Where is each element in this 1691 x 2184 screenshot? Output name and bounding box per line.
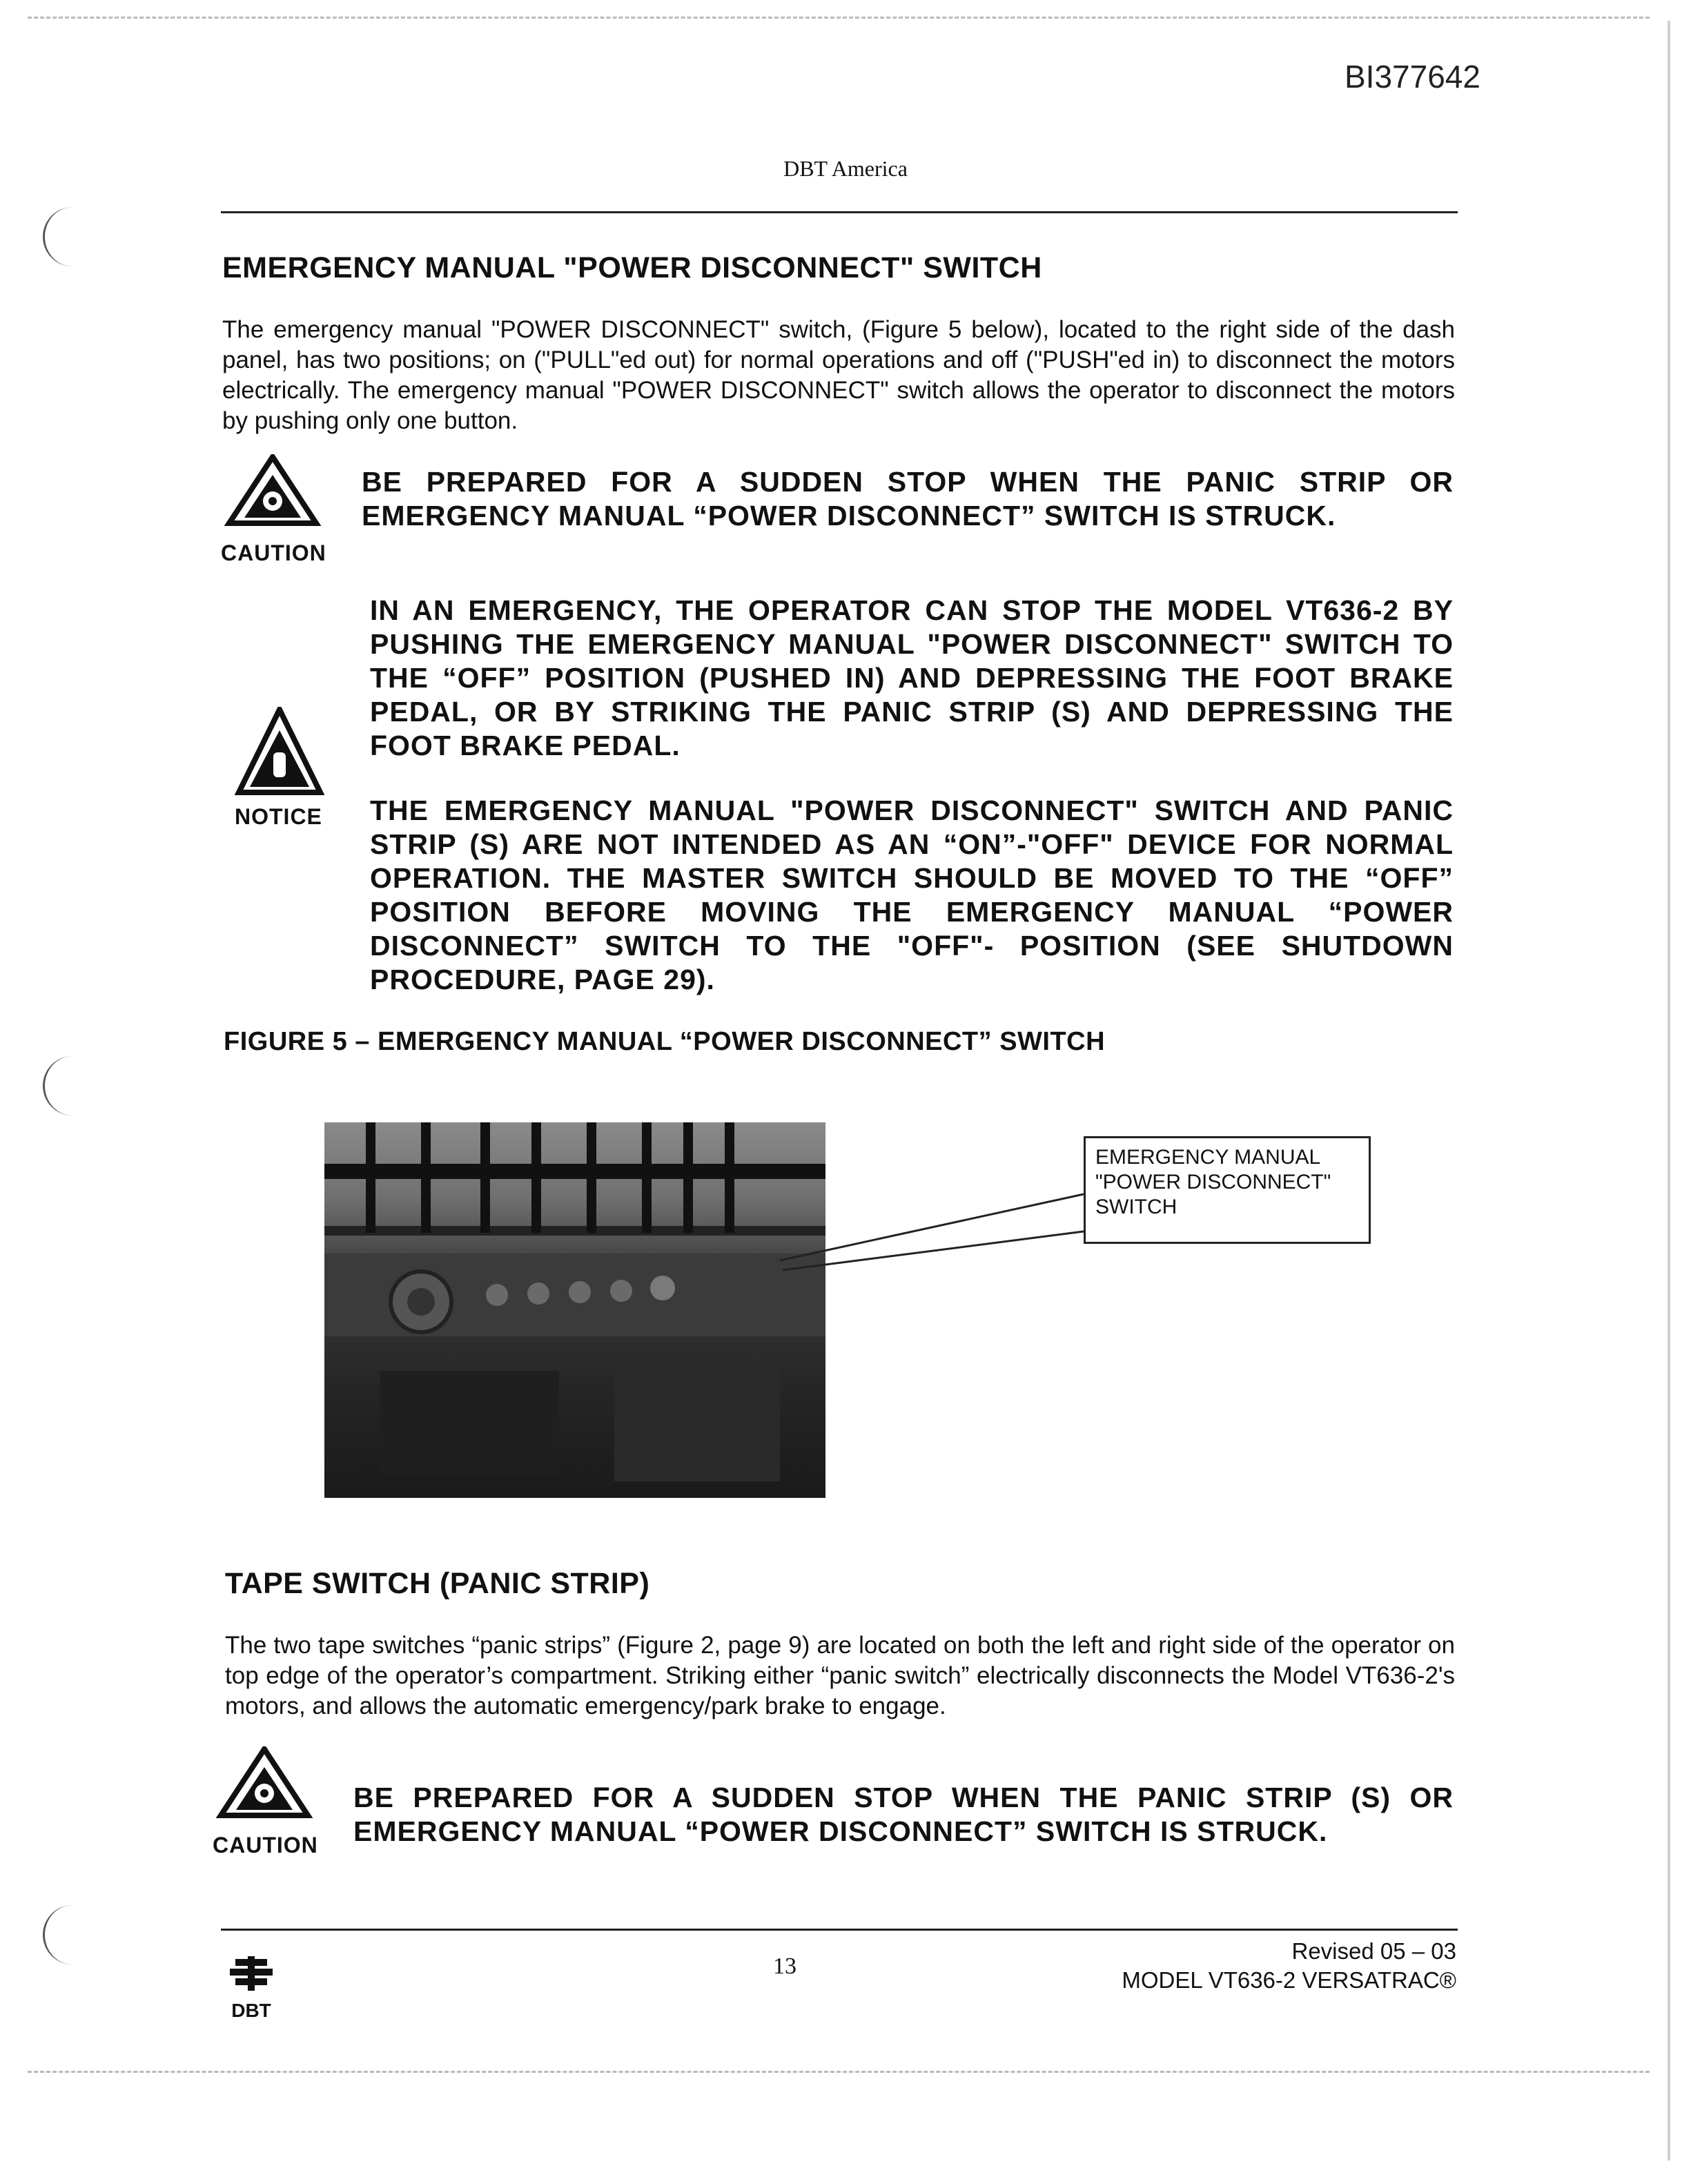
notice-label: NOTICE [235,804,322,829]
dbt-logo-label: DBT [231,2000,271,2021]
callout-line-1: EMERGENCY MANUAL [1095,1146,1321,1169]
section-heading-tape-switch: TAPE SWITCH (PANIC STRIP) [225,1567,650,1600]
section-heading-power-disconnect: EMERGENCY MANUAL "POWER DISCONNECT" SWITCH [222,251,1042,284]
caution-warning-icon [213,1746,316,1824]
dbt-logo-icon [227,1956,275,1996]
caution-label: CAUTION [213,1833,318,1858]
footer-model: MODEL VT636-2 VERSATRAC® [1122,1967,1456,1993]
figure-callout [1084,1136,1371,1244]
caution-text-1: BE PREPARED FOR A SUDDEN STOP WHEN THE PANIC STRIP OR EMERGENCY MANUAL “POWER DISCONNECT” SWITCH IS STRUCK. [362,466,1454,532]
section-paragraph-power-disconnect: The emergency manual "POWER DISCONNECT" switch, (Figure 5 below), located to the right side of the dash panel, has two positions; on ("PULL"ed out) for normal operations and off ("PUSH"ed in) to disconnect the motors electrically. The emergency manual "POWER DISCONNECT" switch allows the operator to disconnect the motors by pushing only one button. [222,316,1455,434]
figure-title: FIGURE 5 – EMERGENCY MANUAL “POWER DISCONNECT” SWITCH [224,1027,1106,1056]
notice-text-1: IN AN EMERGENCY, THE OPERATOR CAN STOP THE MODEL VT636-2 BY PUSHING THE EMERGENCY MANUAL "POWER DISCONNECT" SWITCH TO THE “OFF” POSITION (PUSHED IN) AND DEPRESSING THE FOOT BRAKE PEDAL, OR BY STRIKING THE PANIC STRIP (S) AND DEPRESSING THE FOOT BRAKE PEDAL. [370,594,1454,761]
header-brand: DBT America [783,156,908,181]
dbt-logo [224,1956,279,2022]
callout-line-2: "POWER DISCONNECT" [1095,1171,1331,1193]
footer-model-info [1063,1937,1456,1995]
caution-text-2: BE PREPARED FOR A SUDDEN STOP WHEN THE PANIC STRIP (S) OR EMERGENCY MANUAL “POWER DISCONNECT” SWITCH IS STRUCK. [353,1782,1454,1847]
footer-revised: Revised 05 – 03 [1291,1938,1456,1964]
caution-label: CAUTION [221,540,326,565]
notice-text-2: THE EMERGENCY MANUAL "POWER DISCONNECT" SWITCH AND PANIC STRIP (S) ARE NOT INTENDED AS AN “ON”-"OFF" DEVICE FOR NORMAL OPERATION. THE MASTER SWITCH SHOULD BE MOVED TO THE “OFF” POSITION BEFORE MOVING THE EMERGENCY MANUAL “POWER DISCONNECT” SWITCH TO THE "OFF"- POSITION (SEE SHUTDOWN PROCEDURE, PAGE 29). [370,794,1454,995]
callout-line-3: SWITCH [1095,1196,1177,1218]
page-number: 13 [773,1953,796,1979]
footer-rule [221,1929,1458,1931]
caution-block-2 [213,1746,316,1858]
document-id: BI377642 [1345,59,1480,95]
section-paragraph-tape-switch: The two tape switches “panic strips” (Figure 2, page 9) are located on both the left and right side of the operator on top edge of the operator’s compartment. Striking either “panic switch” electrically disconnects the Model VT636-2's motors, and allows the automatic emergency/park brake to engage. [225,1632,1455,1719]
